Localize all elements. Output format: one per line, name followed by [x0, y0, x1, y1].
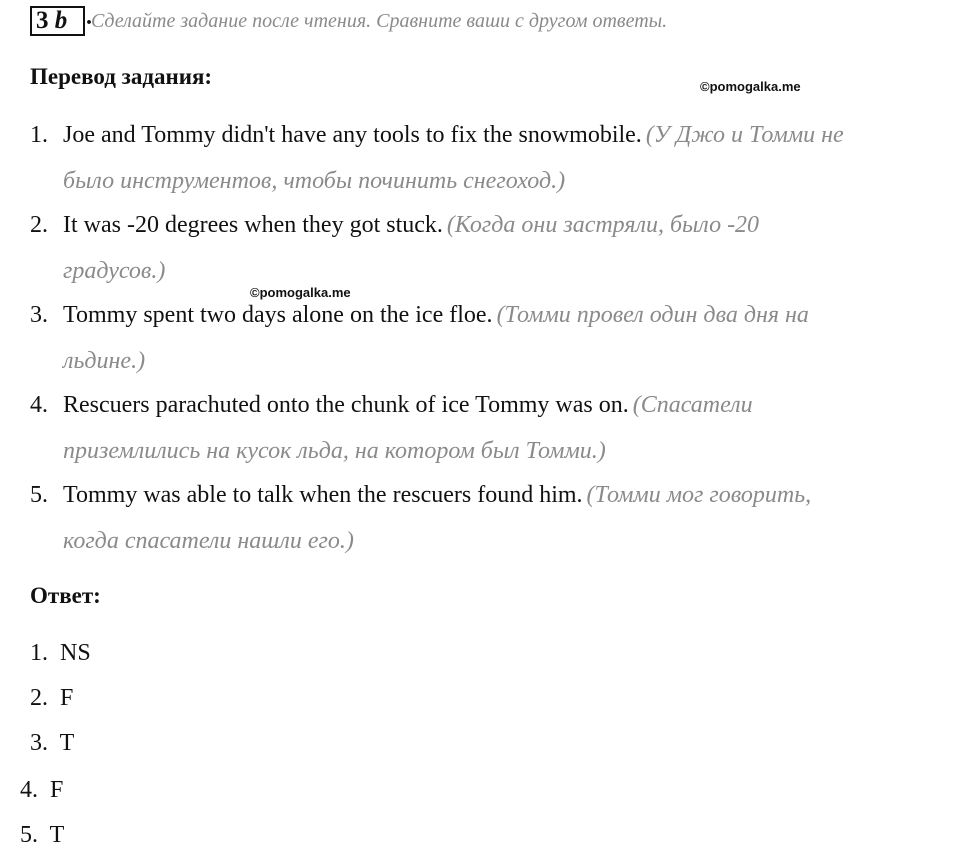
watermark: ©pomogalka.me [250, 285, 351, 300]
item-russian-continued: градусов.) [63, 258, 166, 284]
answer-value: T [59, 730, 75, 756]
task-instruction: Сделайте задание после чтения. Сравните ваши с другом ответы. [91, 10, 668, 32]
answer-heading: Ответ: [30, 583, 101, 608]
item-russian: (У Джо и Томми не [645, 122, 844, 148]
item-russian: (Спасатели [632, 392, 753, 418]
answer-number: 5. [20, 822, 38, 848]
item-russian-continued: когда спасатели нашли его.) [63, 528, 354, 554]
answer-item [30, 683, 73, 713]
list-item [63, 390, 753, 420]
item-russian-continued: приземлились на кусок льда, на котором был Томми.) [63, 438, 606, 464]
item-russian-continued: льдине.) [63, 348, 146, 374]
answer-value: F [60, 685, 74, 711]
item-english: Tommy spent two days alone on the ice floe. [63, 302, 493, 328]
answer-item [30, 638, 91, 668]
task-dot: . [86, 4, 92, 30]
list-item [63, 300, 809, 330]
answer-item [20, 820, 64, 850]
item-russian-continued: было инструментов, чтобы починить снегоход.) [63, 168, 566, 194]
list-item-number: 3. [30, 302, 48, 328]
answer-item [20, 775, 63, 805]
answer-number: 1. [30, 640, 48, 666]
list-item-number: 4. [30, 392, 48, 418]
answer-value: F [50, 777, 64, 803]
list-item-number: 1. [30, 122, 48, 148]
answer-number: 3. [30, 730, 48, 756]
item-russian: (Томми мог говорить, [586, 482, 812, 508]
task-letter: b [54, 7, 68, 34]
item-english: Joe and Tommy didn't have any tools to fix the snowmobile. [63, 122, 642, 148]
answer-number: 2. [30, 685, 48, 711]
task-number-box [30, 6, 85, 36]
answer-item [30, 728, 74, 758]
answer-number: 4. [20, 777, 38, 803]
list-item-number: 5. [30, 482, 48, 508]
list-item-number: 2. [30, 212, 48, 238]
translation-heading: Перевод задания: [30, 64, 213, 89]
task-number: 3 [36, 7, 49, 34]
list-item [63, 210, 759, 240]
list-item [63, 480, 811, 510]
list-item [63, 120, 844, 150]
watermark: ©pomogalka.me [700, 79, 801, 94]
item-russian: (Когда они застряли, было -20 [446, 212, 760, 238]
answer-value: NS [60, 640, 91, 666]
item-english: Rescuers parachuted onto the chunk of ice Tommy was on. [63, 392, 629, 418]
item-russian: (Томми провел один два дня на [496, 302, 809, 328]
answer-value: T [49, 822, 65, 848]
item-english: Tommy was able to talk when the rescuers found him. [63, 482, 583, 508]
item-english: It was -20 degrees when they got stuck. [63, 212, 443, 238]
